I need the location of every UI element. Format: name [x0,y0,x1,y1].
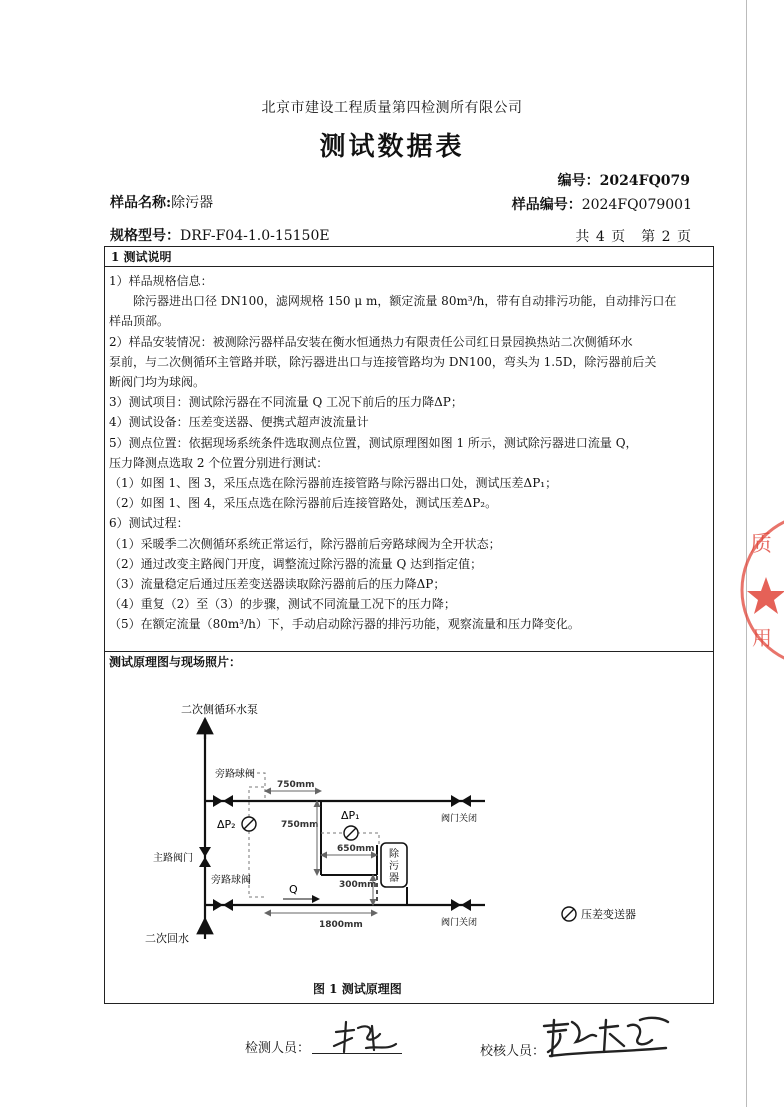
svg-text:除: 除 [389,849,399,860]
closed-valve-top [451,795,471,807]
page-title: 测试数据表 [319,132,465,162]
content-line: 泵前，与二次侧循环主管路并联，除污器进出口与连接管路均为 DN100，弯头为 1.5D，除污器前后关 [109,354,657,369]
report-number-label: 编号： [557,173,600,189]
sample-name-label: 样品名称: [110,195,172,211]
report-number-value: 2024FQ079 [599,173,690,189]
test-principle-diagram [105,687,713,977]
reviewer-label: 校核人员： [480,1044,546,1059]
svg-text:阀门关闭: 阀门关闭 [441,814,478,824]
reviewer-signature [540,1012,672,1062]
svg-text:旁路球阀: 旁路球阀 [211,875,251,886]
content-line: 6）测试过程： [109,516,189,531]
section-content [109,271,717,635]
test-description-table [104,246,714,1004]
svg-text:主路阀门: 主路阀门 [153,853,193,864]
photo-section-title: 测试原理图与现场照片： [109,655,242,669]
figure-caption: 图 1 测试原理图 [313,982,402,996]
bypass-valve-top [213,795,233,807]
svg-text:污: 污 [389,861,399,872]
sample-name [110,192,213,212]
report-number [558,170,690,190]
page-info: 共 4 页 第 2 页 [575,229,692,245]
legend-gauge-icon [562,907,576,921]
content-line: （2）如图 1、图 4，采压点选在除污器前后连接管路处，测试压差ΔP₂。 [109,496,498,511]
content-line: （3）流量稳定后通过压差变送器读取除污器前后的压力降ΔP； [109,577,446,592]
inspector-signature [328,1018,404,1058]
content-line: 断阀门均为球阀。 [109,375,206,390]
inspector [245,1037,310,1056]
content-line: （2）通过改变主路阀门开度，调整流过除污器的流量 Q 达到指定值； [109,556,483,571]
svg-text:1800mm: 1800mm [319,920,363,930]
model-spec [110,225,330,245]
content-line: 除污器进出口径 DN100，滤网规格 150 μ m，额定流量 80m³/h，带有自动排污功能，自动排污口在 [109,294,677,309]
svg-text:用: 用 [752,626,772,650]
content-line: （4）重复（2）至（3）的步骤，测试不同流量工况下的压力降； [109,597,456,612]
content-line: （5）在额定流量（80m³/h）下，手动启动除污器的排污功能，观察流量和压力降变化。 [109,617,580,632]
svg-text:750mm: 750mm [277,780,315,790]
svg-text:650mm: 650mm [337,844,375,854]
svg-text:旁路球阀: 旁路球阀 [215,769,255,780]
svg-text:器: 器 [389,873,399,884]
svg-text:二次回水: 二次回水 [145,932,189,945]
svg-text:质: 质 [750,532,773,557]
content-line: 压力降测点选取 2 个位置分别进行测试： [109,455,329,470]
closed-valve-bottom [451,899,471,911]
main-valve [199,847,211,867]
content-line: 2）样品安装情况：被测除污器样品安装在衡水恒通热力有限责任公司红日景园换热站二次侧循环水 [109,334,633,349]
bypass-valve-bottom [213,899,233,911]
section-heading: 1 测试说明 [105,247,713,267]
svg-text:750mm: 750mm [281,820,319,830]
content-line: 3）测试项目：测试除污器在不同流量 Q 工况下前后的压力降ΔP； [109,395,463,410]
inspector-label: 检测人员： [245,1041,311,1056]
divider [105,651,713,652]
content-line: （1）如图 1、图 3，采压点选在除污器前连接管路与除污器出口处，测试压差ΔP₁； [109,476,558,491]
svg-text:阀门关闭: 阀门关闭 [441,918,478,928]
svg-text:Q: Q [289,883,298,896]
content-line: 1）样品规格信息： [109,274,213,288]
reviewer [480,1040,545,1059]
sample-number-value: 2024FQ079001 [581,197,692,213]
sample-number [512,194,692,214]
company-name: 北京市建设工程质量第四检测所有限公司 [261,100,523,116]
content-line: （1）采暖季二次侧循环系统正常运行，除污器前后旁路球阀为全开状态； [109,536,501,551]
sample-name-value: 除污器 [171,195,214,211]
svg-text:ΔP₁: ΔP₁ [341,809,360,822]
svg-text:300mm: 300mm [339,880,377,890]
sample-number-label: 样品编号： [511,197,582,213]
content-line: 4）测试设备：压差变送器、便携式超声波流量计 [109,415,369,430]
dp1-gauge-icon [344,826,358,840]
model-value: DRF-F04-1.0-15150E [180,228,330,244]
svg-text:压差变送器: 压差变送器 [581,908,636,921]
official-seal-stamp [738,505,784,675]
svg-text:二次侧循环水泵: 二次侧循环水泵 [181,703,258,716]
content-line: 样品顶部。 [109,314,170,329]
dp2-gauge-icon [242,817,256,831]
model-label: 规格型号： [110,228,180,244]
svg-text:ΔP₂: ΔP₂ [217,818,236,831]
content-line: 5）测点位置：依据现场系统条件选取测点位置，测试原理图如图 1 所示，测试除污器进口流量 Q， [109,435,638,450]
